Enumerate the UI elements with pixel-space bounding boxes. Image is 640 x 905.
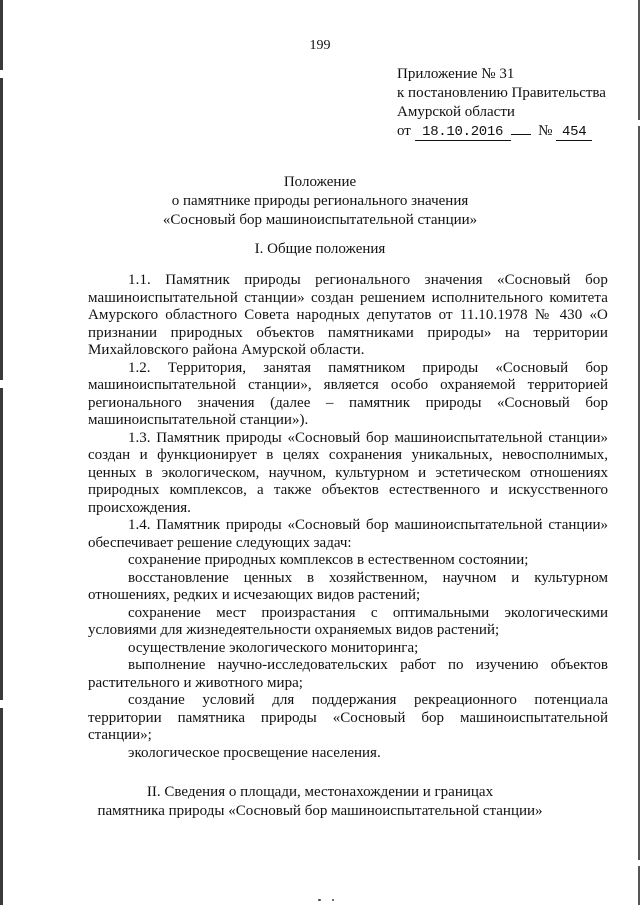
scan-left-edge: [0, 0, 3, 905]
decree-number: 454: [556, 125, 592, 141]
section2-title: [0, 783, 640, 821]
scan-speck: [318, 899, 321, 901]
appendix-line3: Амурской области: [397, 104, 515, 120]
paragraph-1-2: 1.2. Территория, занятая памятником природы «Сосновый бор машиноиспытательной станции», является особо охраняемой территорией регионального значения (далее – памятник природы «Сосновый бор машиноиспытательной станции»).: [88, 359, 608, 428]
task-item: осуществление экологического мониторинга;: [128, 639, 419, 656]
scan-speck: [332, 899, 334, 901]
appendix-line1: Приложение № 31: [397, 66, 515, 82]
paragraph-1-4: 1.4. Памятник природы «Сосновый бор машиноиспытательной станции» обеспечивает решение следующих задач:: [88, 517, 608, 551]
decree-date: 18.10.2016: [415, 125, 511, 141]
document-body: [88, 272, 608, 762]
task-item: выполнение научно-исследовательских работ по изучению объектов растительного и животного мира;: [88, 657, 608, 691]
section1-title: I. Общие положения: [254, 241, 386, 257]
task-item: сохранение природных комплексов в естественном состоянии;: [128, 552, 529, 568]
title-line1: Положение: [283, 174, 357, 190]
paragraph-1-3: 1.3. Памятник природы «Сосновый бор машиноиспытательной станции» создан и функционирует в целях сохранения уникальных, невосполнимых, ценных в экологическом, научном, культурном и эстетическом отношениях природных комплексов, а также объектов естественного и искусственного происхождения.: [88, 429, 608, 516]
appendix-date-line: [397, 122, 606, 141]
title-line2: о памятнике природы регионального значения: [171, 193, 469, 209]
paragraph-1-1: 1.1. Памятник природы регионального значения «Сосновый бор машиноиспытательной станции» создан решением исполнительного комитета Амурского областного Совета народных депутатов от 11.10.1978 № 430 «О признании природных объектов памятниками природы» на территории Михайловского района Амурской области.: [88, 272, 608, 358]
document-title: [0, 173, 640, 230]
task-item: сохранение мест произрастания с оптимальными экологическими условиями для жизнедеятельности охраняемых видов растений;: [88, 604, 608, 638]
page-number: 199: [309, 38, 331, 53]
title-line3: «Сосновый бор машиноиспытательной станции»: [162, 212, 478, 228]
number-sign: №: [538, 123, 553, 139]
appendix-line2: к постановлению Правительства: [397, 85, 606, 101]
appendix-block: [397, 65, 606, 141]
task-item: создание условий для поддержания рекреационного потенциала территории памятника природы «Сосновый бор машиноиспытательной станции»;: [88, 692, 608, 743]
task-item: экологическое просвещение населения.: [128, 744, 381, 761]
section2-line1: II. Сведения о площади, местонахождении и границах: [146, 784, 494, 800]
date-prefix: от: [397, 123, 411, 139]
date-underline-tail: [511, 134, 531, 135]
task-item: восстановление ценных в хозяйственном, научном и культурном отношениях, редких и исчезающих видов растений;: [88, 569, 608, 603]
section2-line2: памятника природы «Сосновый бор машиноиспытательной станции»: [97, 803, 543, 819]
